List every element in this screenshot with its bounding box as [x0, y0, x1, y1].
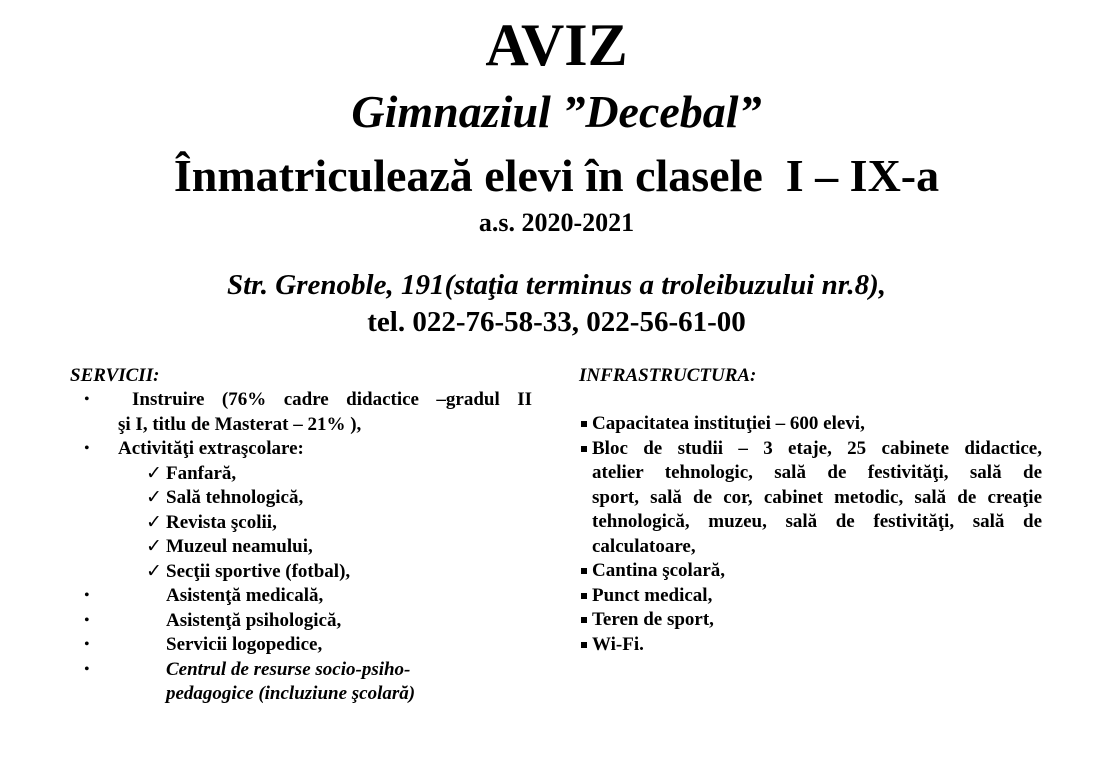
bullet-icon: •	[84, 660, 90, 678]
infrastructure-column	[579, 364, 1042, 657]
list-item	[70, 609, 540, 634]
list-item	[70, 511, 540, 536]
list-item	[579, 608, 1042, 633]
list-item	[579, 559, 1042, 584]
square-bullet-icon	[581, 642, 587, 648]
list-item-text: pedagogice (incluziune şcolară)	[166, 683, 416, 704]
bullet-icon: •	[84, 611, 90, 629]
list-item-text: Revista şcolii,	[166, 511, 277, 533]
bullet-icon: •	[84, 440, 90, 457]
check-icon: ✓	[146, 536, 162, 557]
list-item-text: Activităţi extraşcolare:	[118, 438, 304, 459]
spacer	[579, 388, 1042, 412]
phone-numbers: tel. 022-76-58-33, 022-56-61-00	[367, 306, 746, 338]
list-item	[579, 437, 1042, 462]
list-item-text: Sală tehnologică,	[166, 487, 304, 508]
services-heading: SERVICII:	[70, 365, 160, 386]
list-item-text: tehnologică, muzeu, sală de festivităţi, sală de	[592, 511, 1042, 532]
list-item	[70, 633, 540, 658]
list-item-text: Secţii sportive (fotbal),	[166, 560, 351, 582]
list-item-text: Punct medical,	[592, 584, 713, 606]
list-item-text: Asistenţă psihologică,	[166, 609, 342, 631]
headline: Înmatriculează elevi în clasele I – IX-a	[173, 150, 940, 201]
list-item	[70, 560, 540, 585]
list-item-text: Instruire (76% cadre didactice –gradul II	[132, 389, 532, 410]
check-icon: ✓	[146, 511, 162, 533]
list-item-text: calculatoare,	[592, 535, 696, 557]
list-item	[70, 486, 540, 511]
list-item	[70, 388, 540, 437]
list-item	[70, 658, 540, 707]
list-item-text: atelier tehnologic, sală de festivităţi, sală de	[592, 462, 1042, 483]
list-item-text: sport, sală de cor, cabinet metodic, sală de creaţie	[592, 486, 1042, 508]
square-bullet-icon	[581, 421, 587, 427]
list-item-text: Wi-Fi.	[592, 633, 644, 655]
list-item	[70, 437, 540, 462]
page-title: AVIZ	[485, 12, 628, 78]
list-item	[70, 462, 540, 487]
infrastructure-heading: INFRASTRUCTURA:	[579, 365, 757, 386]
services-column	[70, 364, 540, 707]
list-item-text: Fanfară,	[166, 462, 237, 484]
check-icon: ✓	[146, 462, 162, 484]
bullet-icon: •	[84, 587, 90, 604]
address: Str. Grenoble, 191(staţia terminus a troleibuzului nr.8),	[226, 269, 887, 301]
list-item	[579, 584, 1042, 609]
list-item	[579, 633, 1042, 658]
list-item-text: Bloc de studii – 3 etaje, 25 cabinete didactice,	[592, 437, 1042, 459]
square-bullet-icon	[581, 446, 587, 452]
list-item	[579, 412, 1042, 437]
list-item-text: şi I, titlu de Masterat – 21% ),	[118, 413, 362, 435]
square-bullet-icon	[581, 617, 587, 623]
square-bullet-icon	[581, 568, 587, 574]
list-item-text: Muzeul neamului,	[166, 536, 313, 557]
bullet-icon: •	[84, 391, 90, 408]
list-item-text: Asistenţă medicală,	[166, 585, 324, 606]
list-item-text: Centrul de resurse socio-psiho-	[166, 658, 411, 680]
school-year: a.s. 2020-2021	[478, 208, 635, 237]
square-bullet-icon	[581, 593, 587, 599]
bullet-icon: •	[84, 636, 90, 653]
list-item-text: Teren de sport,	[592, 609, 714, 630]
check-icon: ✓	[146, 560, 162, 582]
list-item	[70, 535, 540, 560]
list-item-text: Capacitatea instituţiei – 600 elevi,	[592, 413, 865, 434]
list-item	[70, 584, 540, 609]
school-name: Gimnaziul ”Decebal”	[351, 86, 762, 137]
list-item-text: Cantina şcolară,	[592, 560, 725, 581]
check-icon: ✓	[146, 487, 162, 508]
list-item-text: Servicii logopedice,	[166, 634, 323, 655]
